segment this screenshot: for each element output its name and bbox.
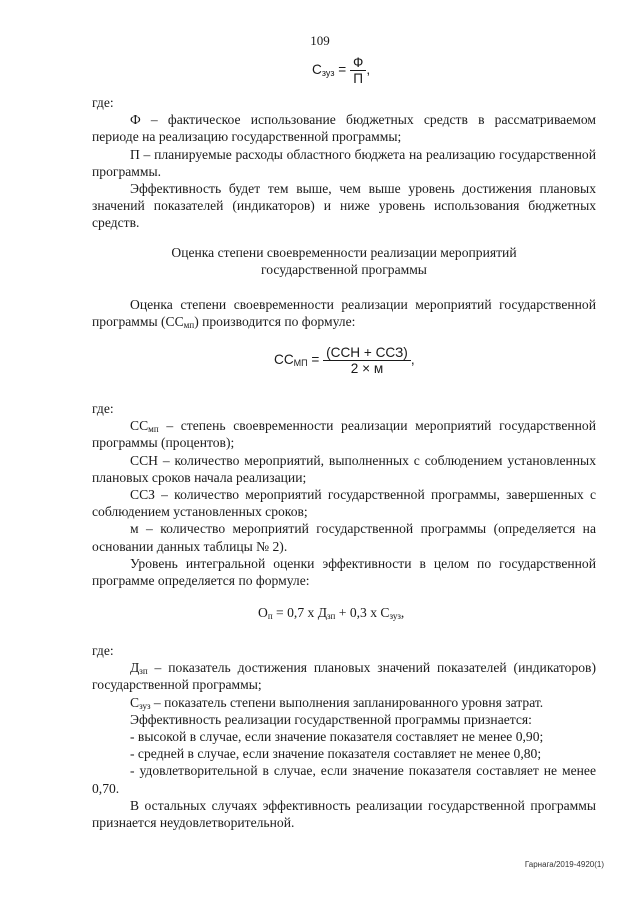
where-label: где:	[92, 643, 114, 658]
definition-dzp	[92, 659, 596, 693]
def-s-sub: зуз	[139, 700, 151, 711]
definition-szuz	[92, 694, 596, 711]
heading-line-2: государственной программы	[261, 262, 427, 278]
efficiency-paragraph: Эффективность будет тем выше, чем выше уровень достижения плановых значений показателей (индикаторов) и ниже уровень использования бюджетных средств.	[92, 181, 596, 231]
def-d-a: Д	[130, 660, 140, 676]
definition-f: Ф – фактическое использование бюджетных средств в рассматриваемом периоде на реализацию государственной программы;	[92, 112, 596, 145]
otherwise-paragraph: В остальных случаях эффективность реализации государственной программы признается неудовлетворительной.	[92, 797, 596, 831]
def-ss-sub: мп	[148, 424, 159, 435]
section-heading	[92, 244, 596, 278]
heading-line-1: Оценка степени своевременности реализации мероприятий	[171, 245, 517, 260]
footer-stamp: Гарнага/2019-4920(1)	[524, 860, 604, 869]
formula-tail: ,	[410, 352, 415, 368]
section-definitions-1	[92, 94, 596, 232]
high-item: - высокой в случае, если значение показателя составляет не менее 0,90;	[130, 729, 544, 745]
formula3-o-sub: п	[267, 611, 273, 621]
def-d-b: – показатель достижения плановых значений показателей (индикаторов) государственной программы;	[92, 660, 596, 693]
definition-m: м – количество мероприятий государственной программы (определяется на основании данных таблицы № 2).	[92, 521, 596, 554]
formula3-mid2: + 0,3 х С	[335, 605, 390, 620]
fraction	[323, 345, 411, 376]
recognized-paragraph: Эффективность реализации государственной программы признается:	[130, 711, 532, 727]
section-definitions-2	[92, 400, 596, 589]
fraction-denominator: 2 × м	[323, 360, 411, 376]
formula-ssmp	[274, 345, 415, 376]
fraction-numerator: (ССН + ССЗ)	[326, 345, 408, 360]
formula-tail: ,	[366, 62, 371, 78]
def-d-sub: зп	[139, 666, 148, 677]
medium-item: - средней в случае, если значение показателя составляет не менее 0,80;	[130, 746, 542, 762]
formula-eq: =	[338, 62, 347, 78]
formula-lhs: СС	[274, 352, 294, 368]
satisfactory-item: - удовлетворительной в случае, если значение показателя составляет не менее 0,70.	[92, 763, 596, 796]
formula-szuz	[312, 55, 370, 86]
where-label: где:	[92, 401, 114, 416]
formula-lhs-sub: МП	[293, 358, 308, 369]
where-label: где:	[92, 95, 114, 110]
assessment-sub: мп	[183, 320, 195, 331]
def-s-a: С	[130, 694, 140, 710]
definition-ssmp	[92, 417, 596, 451]
definition-ssn: ССН – количество мероприятий, выполненных с соблюдением установленных плановых сроков начала реализации;	[92, 452, 596, 485]
formula3-d-sub: зп	[326, 611, 336, 621]
definition-ssz: ССЗ – количество мероприятий государственной программы, завершенных с соблюдением установленных сроков;	[92, 487, 596, 520]
fraction	[350, 55, 366, 86]
assessment-text: Оценка степени своевременности реализации мероприятий государственной программы (СС	[92, 297, 596, 330]
formula3-s-sub: зуз	[389, 611, 401, 621]
section-definitions-3	[92, 642, 596, 831]
formula-op	[258, 605, 404, 621]
fraction-numerator: Ф	[353, 55, 364, 70]
def-ss-a: СС	[130, 418, 149, 434]
formula3-mid1: = 0,7 х Д	[272, 605, 327, 620]
formula3-tail: ,	[400, 605, 405, 620]
level-paragraph: Уровень интегральной оценки эффективности в целом по государственной программе определяется по формуле:	[92, 555, 596, 589]
def-s-b: – показатель степени выполнения запланированного уровня затрат.	[150, 694, 544, 710]
assessment-paragraph	[92, 296, 596, 330]
definition-p: П – планируемые расходы областного бюджета на реализацию государственной программы.	[92, 146, 596, 179]
formula3-o: О	[258, 605, 268, 620]
page-number: 109	[310, 33, 330, 48]
formula-lhs-sub: зуз	[321, 68, 335, 79]
formula-lhs: С	[312, 62, 322, 78]
assessment-tail: ) производится по формуле:	[194, 314, 356, 330]
formula-eq: =	[311, 352, 320, 368]
fraction-denominator: П	[350, 70, 366, 86]
def-ss-b: – степень своевременности реализации мероприятий государственной программы (процентов);	[92, 418, 596, 451]
